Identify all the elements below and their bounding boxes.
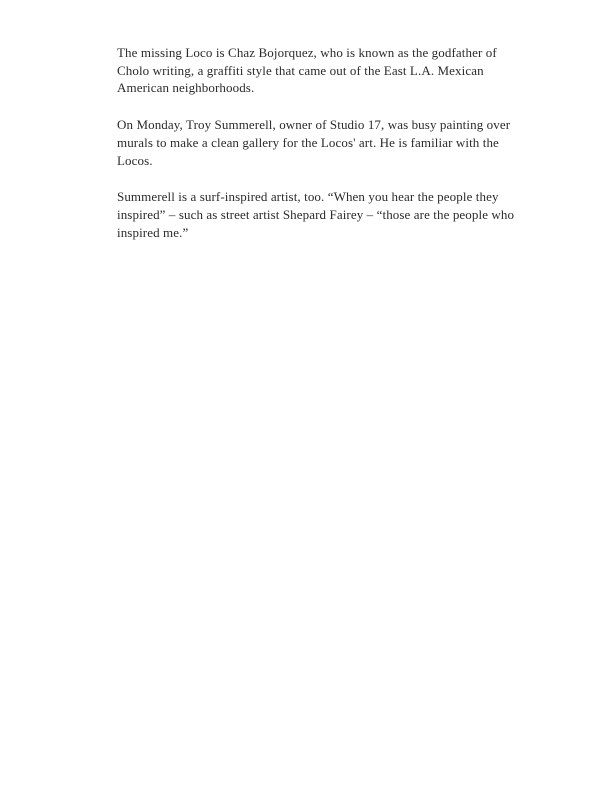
paragraph [117, 116, 557, 169]
text-line: On Monday, Troy Summerell, owner of Studio 17, was busy painting over [117, 117, 511, 133]
paragraph [117, 44, 557, 97]
text-line: Locos. [117, 152, 153, 168]
text-line: Summerell is a surf-inspired artist, too. “When you hear the people they [117, 189, 499, 205]
text-line: murals to make a clean gallery for the Locos' art. He is familiar with the [117, 134, 499, 150]
text-line: inspired me.” [117, 224, 189, 240]
text-line: The missing Loco is Chaz Bojorquez, who is known as the godfather of [117, 45, 497, 60]
text-line: inspired” – such as street artist Shepard Fairey – “those are the people who [117, 206, 515, 222]
article-text [117, 44, 557, 260]
text-line: American neighborhoods. [117, 80, 255, 96]
text-line: Cholo writing, a graffiti style that came out of the East L.A. Mexican [117, 62, 484, 78]
paragraph [117, 188, 557, 241]
